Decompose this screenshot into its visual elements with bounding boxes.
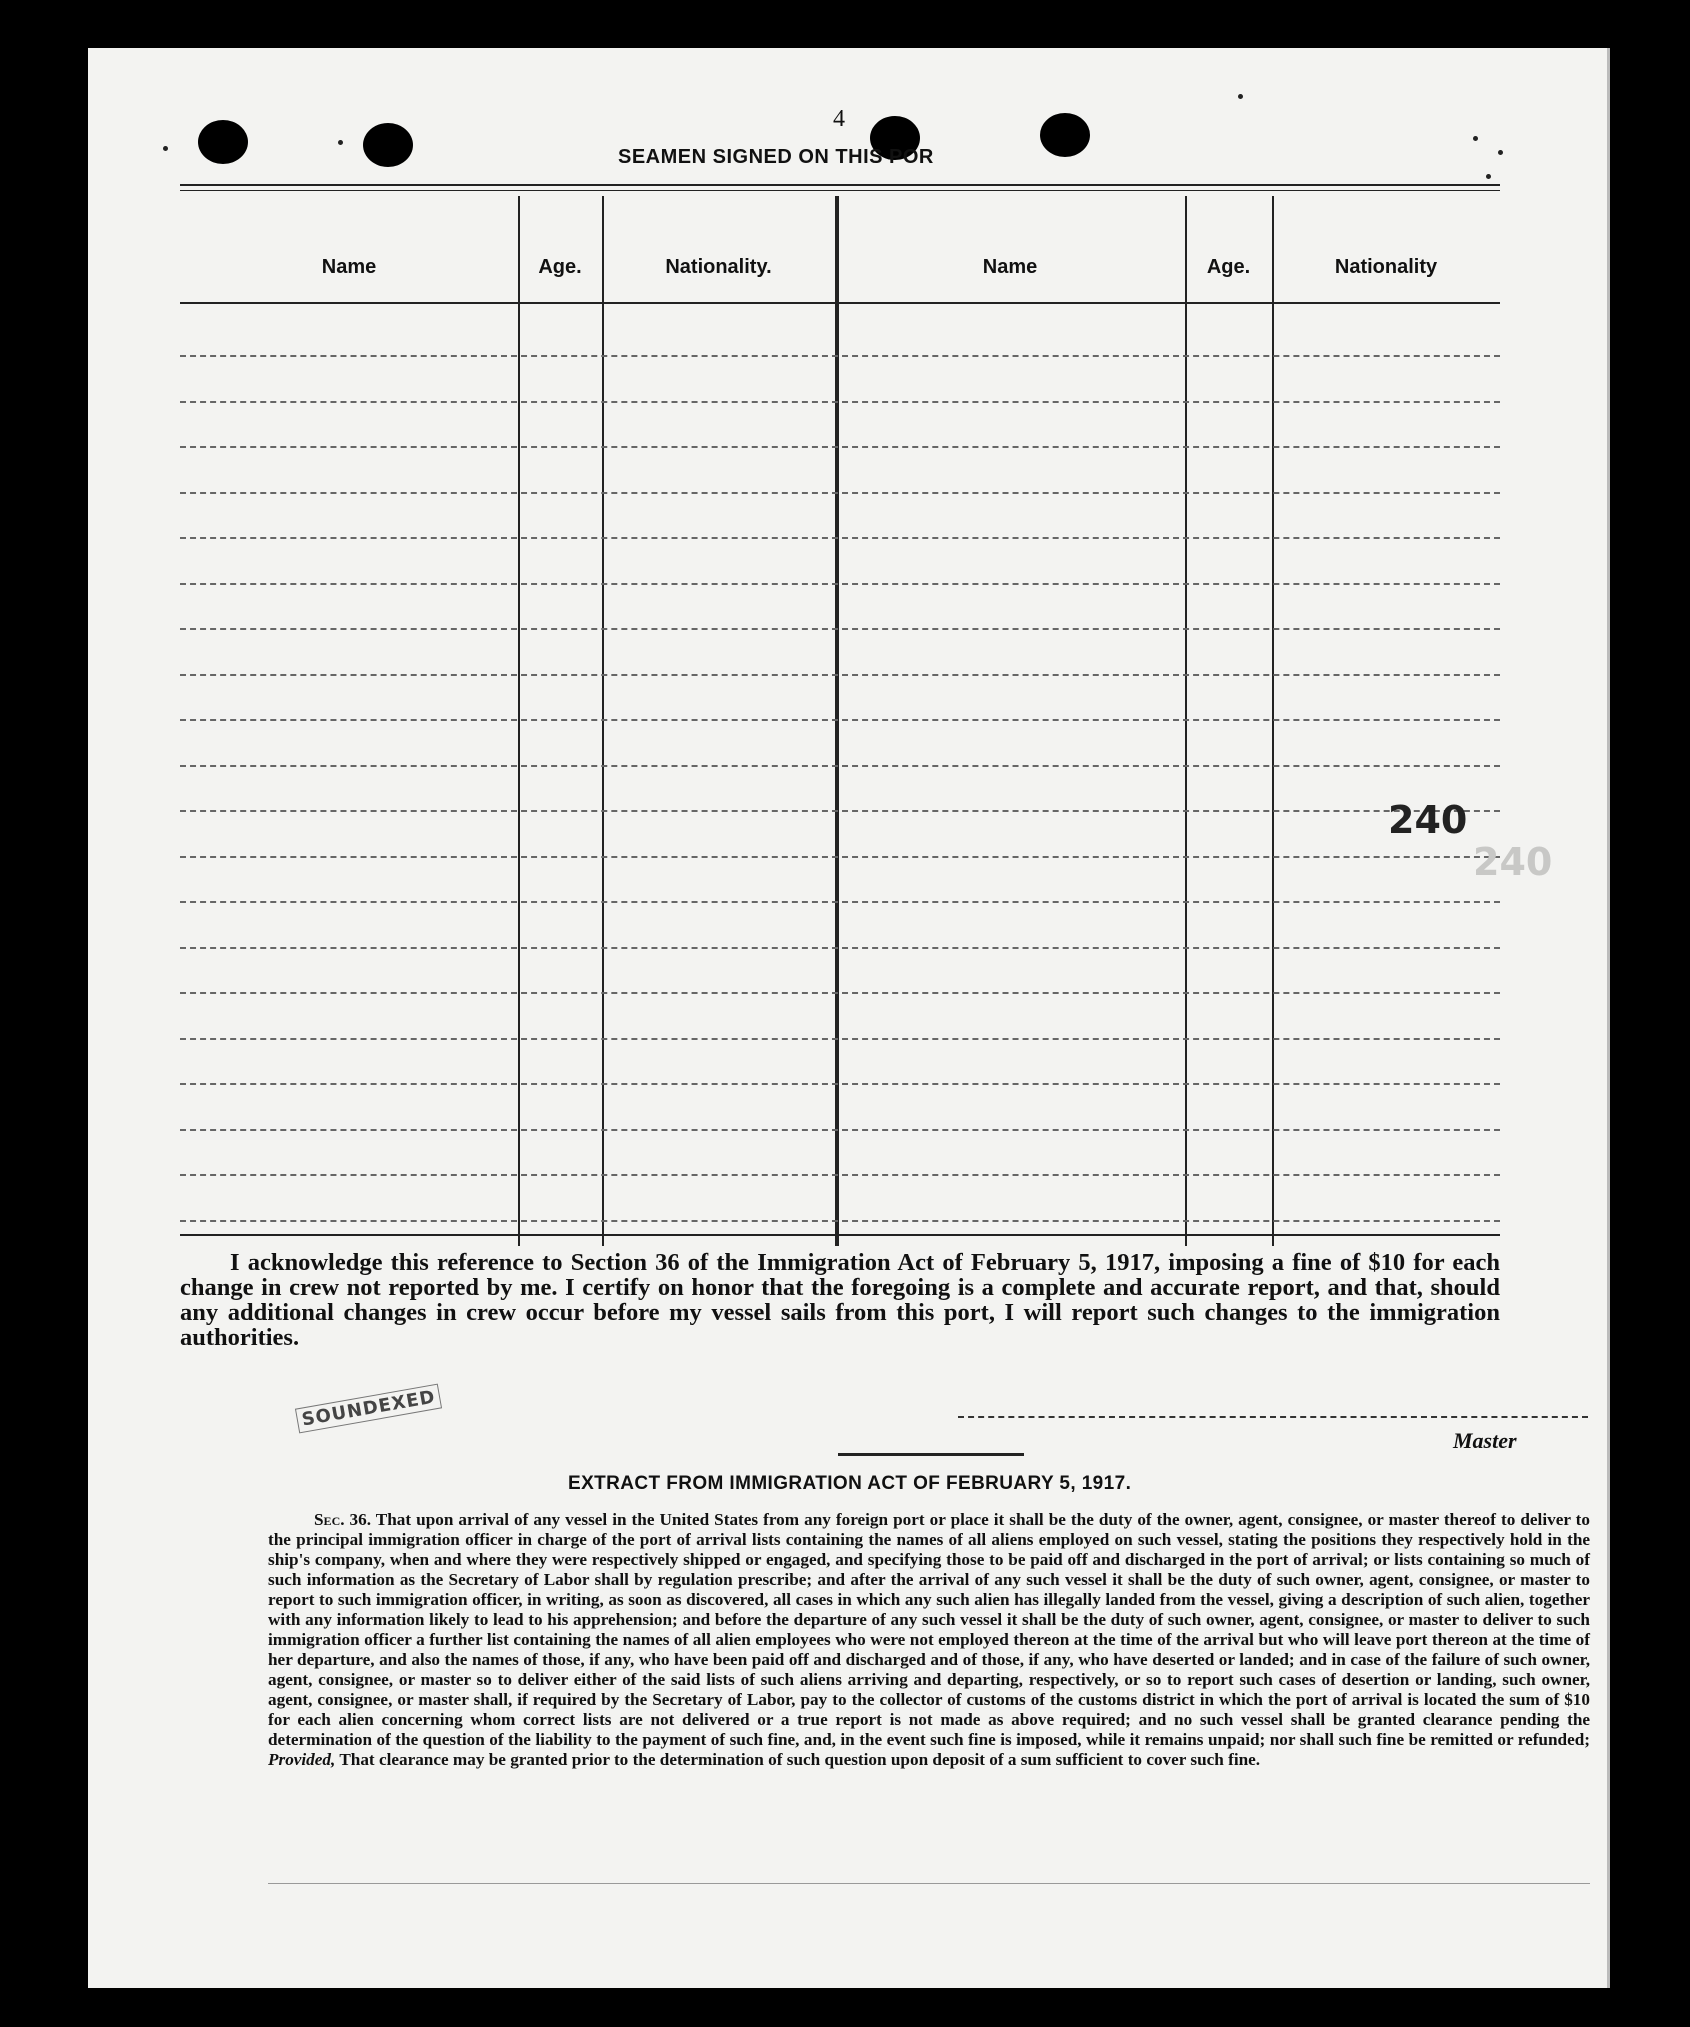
table-row [180, 1220, 1500, 1222]
punch-hole [1040, 113, 1090, 157]
punch-hole [363, 123, 413, 167]
table-top-rule-inner [180, 190, 1500, 191]
header-name-left: Name [321, 256, 377, 278]
table-row [180, 628, 1500, 630]
ink-speck [1498, 150, 1503, 155]
table-row [180, 583, 1500, 585]
bleed-through-number: 240 [1473, 840, 1553, 884]
header-nationality-left: Nationality. [665, 256, 772, 278]
acknowledgment-text: I acknowledge this reference to Section 36 of the Immigration Act of February 5, 1917, imposing a fine of $10 for each change in crew not reported by me. I certify on honor that the foregoing is a complete and accurate report, and that, should any additional changes in crew occur before my vessel sails from this port, I will report such changes to the immigration authorities. [180, 1249, 1500, 1351]
section-divider [838, 1453, 1024, 1456]
table-row [180, 674, 1500, 676]
soundexed-stamp: SOUNDEXED [295, 1384, 442, 1434]
header-nationality-right: Nationality [1334, 256, 1438, 278]
header-age-right: Age. [1206, 256, 1251, 278]
table-row [180, 492, 1500, 494]
signature-label: Master [1453, 1428, 1517, 1453]
table-row [180, 446, 1500, 448]
table-row [180, 537, 1500, 539]
table-row [180, 1038, 1500, 1040]
table-row [180, 1083, 1500, 1085]
law-text-part2: That clearance may be granted prior to the determination of such question upon deposit of a sum sufficient to cover such fine. [339, 1750, 1261, 1769]
page-number: 4 [833, 106, 845, 132]
law-paragraph [268, 1510, 1590, 1770]
table-row [180, 401, 1500, 403]
header-rule [180, 302, 1500, 304]
bottom-rule [268, 1883, 1590, 1884]
extract-title: EXTRACT FROM IMMIGRATION ACT OF FEBRUARY 5, 1917. [568, 1473, 1132, 1494]
document-page [88, 48, 1610, 1988]
stamped-number: 240 [1388, 798, 1468, 842]
column-divider-center [835, 196, 839, 1246]
header-age-left: Age. [538, 256, 582, 278]
signature-line [958, 1416, 1588, 1418]
acknowledgment-paragraph [180, 1250, 1500, 1350]
column-divider [1185, 196, 1187, 1246]
table-row [180, 810, 1500, 812]
table-top-rule [180, 184, 1500, 186]
table-row [180, 719, 1500, 721]
crew-table [180, 184, 1500, 1246]
table-row [180, 355, 1500, 357]
ink-speck [1486, 174, 1491, 179]
table-row [180, 1174, 1500, 1176]
header-name-right: Name [982, 256, 1038, 278]
table-row [180, 992, 1500, 994]
column-divider [518, 196, 520, 1246]
provided-word: Provided, [268, 1750, 336, 1769]
ink-speck [338, 140, 343, 145]
table-row [180, 901, 1500, 903]
table-row [180, 947, 1500, 949]
law-extract [268, 1510, 1590, 1770]
law-text-part1: That upon arrival of any vessel in the United States from any foreign port or place it shall be the duty of the owner, agent, consignee, or master thereof to deliver to the principal immigration officer in charge of the port of arrival lists containing the names of all aliens employed on such vessel, stating the positions they respectively hold in the ship's company, when and where they were respectively shipped or engaged, and specifying those to be paid off and discharged in the port of arrival; or lists containing so much of such information as the Secretary of Labor shall by regulation prescribe; and after the arrival of any such vessel it shall be the duty of such owner, agent, consignee, or master to report to such immigration officer, in writing, as soon as discovered, all cases in which any such alien has illegally landed from the vessel, giving a description of such alien, together with any information likely to lead to his apprehension; and before the departure of any such vessel it shall be the duty of such owner, agent, consignee, or master to deliver to such immigration officer a further list containing the names of all alien employees who were not employed thereon at the time of the arrival but who will leave port thereon at the time of her departure, and also the names of those, if any, who have been paid off and discharged and of those, if any, who have deserted or landed; and in case of the failure of such owner, agent, consignee, or master so to deliver either of the said lists of such aliens arriving and departing, respectively, or so to report such cases of desertion or landing, such owner, agent, consignee, or master shall, if required by the Secretary of Labor, pay to the collector of customs of the customs district in which the port of arrival is located the sum of $10 for each alien concerning whom correct lists are not delivered or a true report is not made as above required; and no such vessel shall be granted clearance pending the determination of the question of the liability to the payment of such fine, and, in the event such fine is imposed, while it remains unpaid; nor shall such fine be remitted or refunded; [268, 1510, 1590, 1749]
table-row [180, 856, 1500, 858]
ink-speck [1473, 136, 1478, 141]
table-bottom-rule [180, 1234, 1500, 1236]
table-row [180, 765, 1500, 767]
punch-hole [198, 120, 248, 164]
column-divider [602, 196, 604, 1246]
ink-speck [163, 146, 168, 151]
table-row [180, 1129, 1500, 1131]
ink-speck [1238, 94, 1243, 99]
form-title: SEAMEN SIGNED ON THIS POR [618, 146, 934, 168]
column-divider [1272, 196, 1274, 1246]
section-label: Sec. 36. [314, 1510, 372, 1529]
